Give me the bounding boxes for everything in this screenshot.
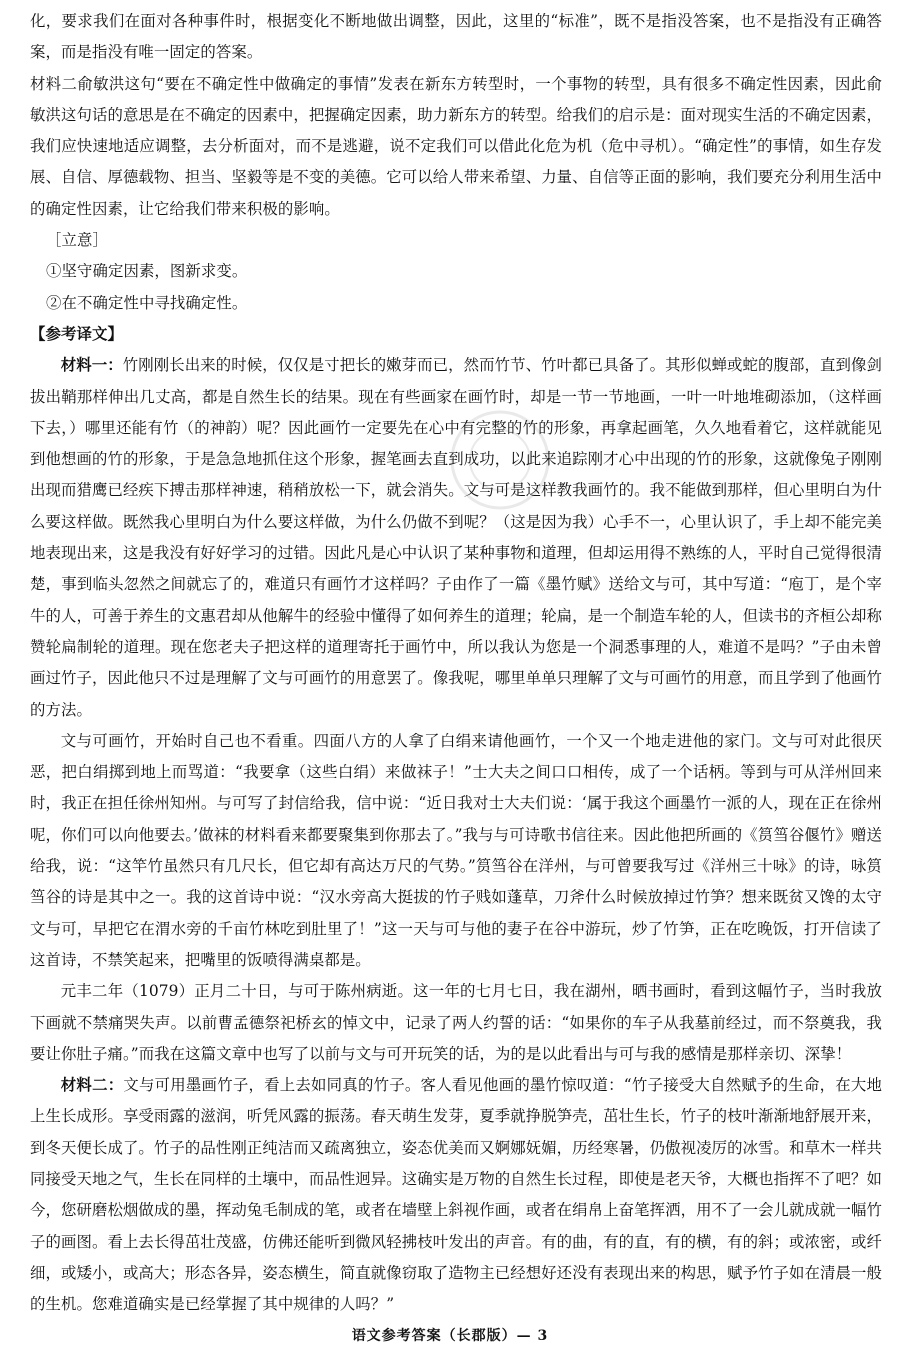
liyi-heading: ［立意］: [46, 231, 108, 250]
translation-heading: 【参考译文】: [30, 324, 123, 343]
paragraph-2: 材料二俞敏洪这句“要在不确定性中做确定的事情”发表在新东方转型时，一个事物的转型，具有很多不确定性因素，因此俞敏洪这句话的意思是在不确定的因素中，把握确定因素，助力新东方的转型。给我们的启示是：面对现实生活的不确定因素，我们应快速地适应调整，去分析面对，而不是逃避，说不定我们可以借此化危为机（危中寻机）。“确定性”的事情，如生存发展、自信、厚德载物、担当、坚毅等是不变的美德。它可以给人带来希望、力量、自信等正面的影响，我们要充分利用生活中的确定性因素，让它给我们带来积极的影响。: [30, 74, 882, 218]
material-one-label: 材料一：: [60, 356, 123, 375]
document-page: [30, 6, 882, 1320]
translation-paragraph-1-text: 竹刚刚长出来的时候，仅仅是寸把长的嫩芽而已，然而竹节、竹叶都已具备了。其形似蝉或蛇的腹部，直到像剑拔出鞘那样伸出几丈高，都是自然生长的结果。现在有些画家在画竹时，却是一节一节地画，一叶一叶地堆砌添加，（这样画下去，）哪里还能有竹（的神韵）呢？因此画竹一定要先在心中有完整的竹的形象，再拿起画笔，久久地看着它，这样就能见到他想画的竹的形象，于是急急地抓住这个形象，握笔画去直到成功，以此来追踪刚才心中出现的竹的形象，这就像兔子刚刚出现而猎鹰已经疾下搏击那样神速，稍稍放松一下，就会消失。文与可是这样教我画竹的。我不能做到那样，但心里明白为什么要这样做。既然我心里明白为什么要这样做，为什么仍做不到呢？（这是因为我）心手不一，心里认识了，手上却不能完美地表现出来，这是我没有好好学习的过错。因此凡是心中认识了某种事物和道理，但却运用得不熟练的人，平时自己觉得很清楚，事到临头忽然之间就忘了的，难道只有画竹才这样吗？子由作了一篇《墨竹赋》送给文与可，其中写道：“庖丁，是个宰牛的人，可善于养生的文惠君却从他解牛的经验中懂得了如何养生的道理；轮扁，是一个制造车轮的人，但读书的齐桓公却称赞轮扁制轮的道理。现在您老夫子把这样的道理寄托于画竹中，所以我认为您是一个洞悉事理的人，难道不是吗？”子由未曾画过竹子，因此他只不过是理解了文与可画竹的用意罢了。像我呢，哪里单单只理解了文与可画竹的用意，而且学到了他画竹的方法。: [30, 356, 882, 719]
translation-paragraph-4-text: 文与可用墨画竹子，看上去如同真的竹子。客人看见他画的墨竹惊叹道：“竹子接受大自然赋予的生命，在大地上生长成形。享受雨露的滋润，听凭风露的振荡。春天萌生发芽，夏季就挣脱笋壳，茁壮生长，竹子的枝叶渐渐地舒展开来，到冬天便长成了。竹子的品性刚正纯洁而又疏离独立，姿态优美而又婀娜妩媚，历经寒暑，仍傲视凌厉的冰雪。和草木一样共同接受天地之气，生长在同样的土壤中，而品性迥异。这确实是万物的自然生长过程，即使是老天爷，大概也指挥不了吧？如今，您研磨松烟做成的墨，挥动兔毛制成的笔，或者在墙壁上斜视作画，或者在绢帛上奋笔挥洒，用不了一会儿就成就一幅竹子的画图。看上去长得茁壮茂盛，仿佛还能听到微风轻拂枝叶发出的声音。有的曲，有的直，有的横，有的斜；或浓密，或纤细，或矮小，或高大；形态各异，姿态横生，简直就像窃取了造物主已经想好还没有表现出来的构思，赋予竹子如在清晨一般的生机。您难道确实是已经掌握了其中规律的人吗？”: [30, 1076, 882, 1314]
liyi-item-1: ①坚守确定因素，图新求变。: [46, 262, 248, 281]
material-two-label: 材料二：: [60, 1076, 124, 1095]
page-footer: 语文参考答案（长郡版）— 3: [351, 1328, 549, 1344]
translation-paragraph-3: 元丰二年（1079）正月二十日，与可于陈州病逝。这一年的七月七日，我在湖州，晒书画时，看到这幅竹子，当时我放下画就不禁痛哭失声。以前曹孟德祭祀桥玄的悼文中，记录了两人约誓的话：“如果你的车子从我墓前经过，而不祭奠我，我要让你肚子痛。”而我在这篇文章中也写了以前与文与可开玩笑的话，为的是以此看出与可与我的感情是那样亲切、深挚！: [30, 982, 882, 1063]
watermark-icon: [440, 405, 560, 515]
translation-paragraph-4: [30, 1070, 882, 1320]
liyi-item-2: ②在不确定性中寻找确定性。: [46, 293, 248, 312]
paragraph-1: 化，要求我们在面对各种事件时，根据变化不断地做出调整，因此，这里的“标准”，既不是指没答案，也不是指没有正确答案，而是指没有唯一固定的答案。: [30, 12, 882, 62]
translation-paragraph-2: 文与可画竹，开始时自己也不看重。四面八方的人拿了白绢来请他画竹，一个又一个地走进他的家门。文与可对此很厌恶，把白绢掷到地上而骂道：“我要拿（这些白绢）来做袜子！”士大夫之间口口相传，成了一个话柄。等到与可从洋州回来时，我正在担任徐州知州。与可写了封信给我，信中说：“近日我对士大夫们说：‘属于我这个画墨竹一派的人，现在正在徐州呢，你们可以向他要去。’做袜的材料看来都要聚集到你那去了。”我与与可诗歌书信往来。因此他把所画的《筼筜谷偃竹》赠送给我，说：“这竿竹虽然只有几尺长，但它却有高达万尺的气势。”筼筜谷在洋州，与可曾要我写过《洋州三十咏》的诗，咏筼筜谷的诗是其中之一。我的这首诗中说：“汉水旁高大挺拔的竹子贱如蓬草，刀斧什么时候放掉过竹笋？想来既贫又馋的太守文与可，早把它在渭水旁的千亩竹林吃到肚里了！”这一天与可与他的妻子在谷中游玩，炒了竹笋，正在吃晚饭，打开信读了这首诗，不禁笑起来，把嘴里的饭喷得满桌都是。: [30, 731, 882, 969]
